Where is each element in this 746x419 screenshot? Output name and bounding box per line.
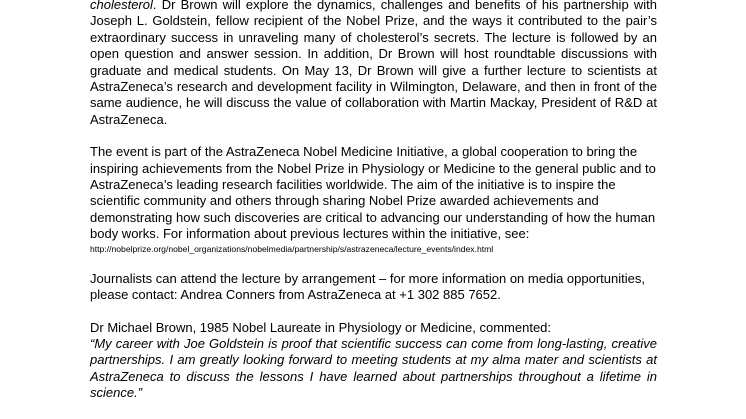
lecture-title-fragment: cholesterol [90, 0, 153, 12]
lecture-description-paragraph [90, 0, 657, 128]
paragraph-spacer [90, 304, 657, 320]
previous-lectures-link[interactable]: http://nobelprize.org/nobel_organizations/nobelmedia/partnership/s/astrazeneca/lecture_events/index.html [90, 243, 494, 254]
initiative-paragraph [90, 144, 657, 254]
journalists-paragraph [90, 271, 657, 304]
initiative-text: The event is part of the AstraZeneca Nobel Medicine Initiative, a global cooperation to bring the inspiring achievements from the Nobel Prize in Physiology or Medicine to the general public and to AstraZeneca’s leading research facilities worldwide. The aim of the initiative is to inspire the scientific community and others through sharing Nobel Prize awarded achievements and demonstrating how such discoveries are critical to advancing our understanding of how the human body works. For information about previous lectures within the initiative, see: [90, 144, 656, 242]
quote-intro: Dr Michael Brown, 1985 Nobel Laureate in Physiology or Medicine, commented: [90, 319, 552, 335]
paragraph-spacer [90, 255, 657, 271]
paragraph-spacer [90, 128, 657, 144]
journalists-text: Journalists can attend the lecture by arrangement – for more information on media opportunities, please contact: Andrea Conners from AstraZeneca at +1 302 885 7652. [90, 270, 645, 303]
lecture-description-text: . Dr Brown will explore the dynamics, challenges and benefits of his partnership with Joseph L. Goldstein, fellow recipient of the Nobel Prize, and the ways it contributed to the pair’s extraordinary success in unraveling many of cholesterol’s secrets. The lecture is followed by an open question and answer session. In addition, Dr Brown will host roundtable discussions with graduate and medical students. On May 13, Dr Brown will give a further lecture to scientists at AstraZeneca’s research and development facility in Wilmington, Delaware, and then in front of the same audience, he will discuss the value of collaboration with Martin Mackay, President of R&D at AstraZeneca. [90, 0, 657, 127]
document-page [90, 0, 657, 402]
brown-quote: “My career with Joe Goldstein is proof that scientific success can come from long-lasting, creative partnerships. I am greatly looking forward to meeting students at my alma mater and scientists at AstraZeneca to discuss the lessons I have learned about partnerships throughout a lifetime in science.” [90, 335, 657, 401]
